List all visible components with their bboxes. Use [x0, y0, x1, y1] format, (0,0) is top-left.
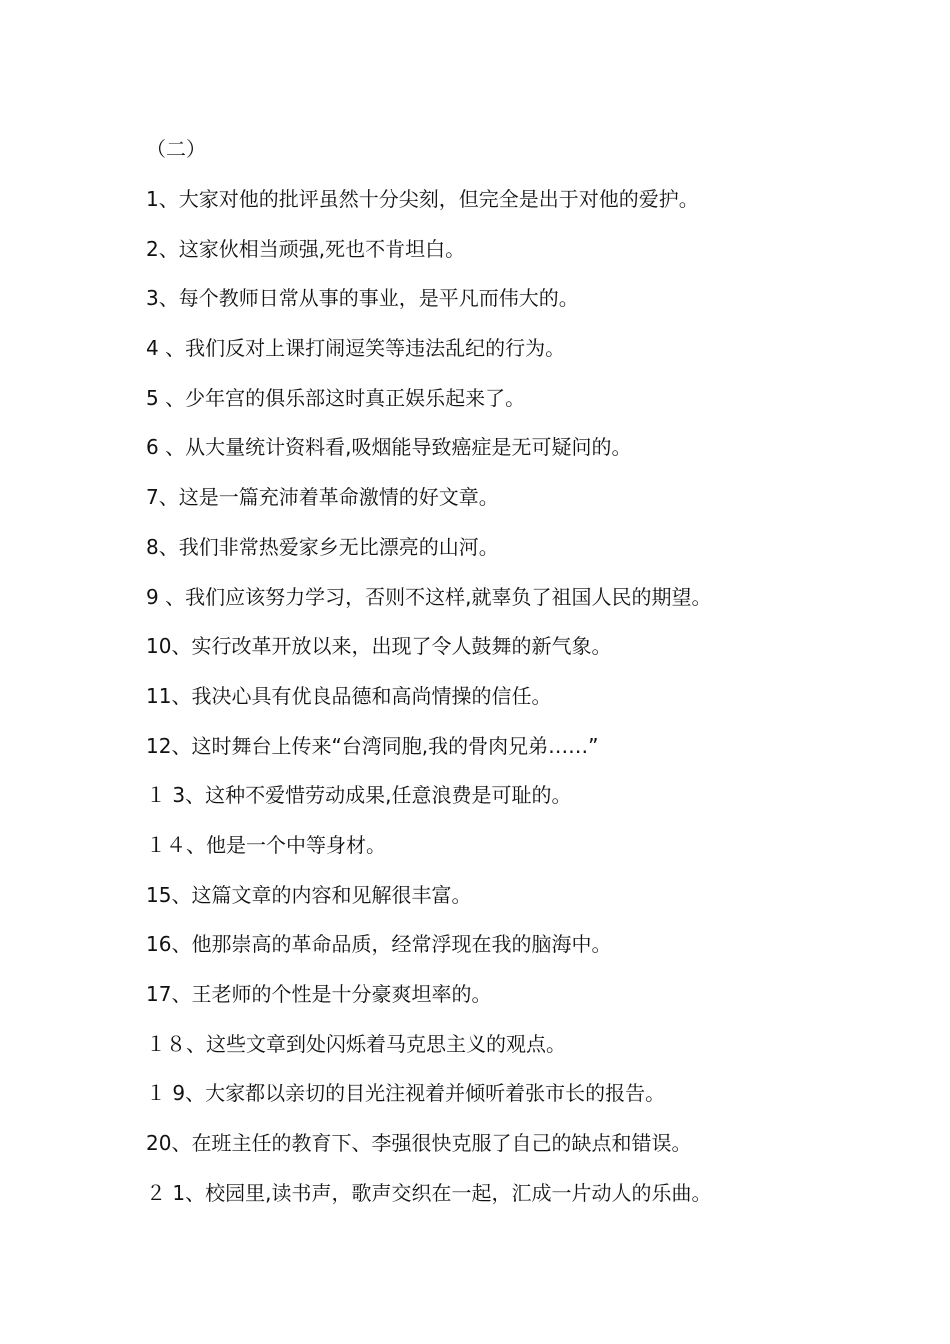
sentence-line-21: ２ 1、校园里,读书声，歌声交织在一起，汇成一片动人的乐曲。 [146, 1180, 712, 1205]
section-title: （二） [146, 137, 206, 161]
sentence-line-6: 6 、从大量统计资料看,吸烟能导致癌症是无可疑问的。 [146, 435, 632, 460]
sentence-line-2: 2、这家伙相当顽强,死也不肯坦白。 [146, 236, 466, 261]
sentence-line-15: 15、这篇文章的内容和见解很丰富。 [146, 882, 472, 907]
document-body [146, 132, 926, 1225]
sentence-line-3: 3、每个教师日常从事的事业，是平凡而伟大的。 [146, 286, 579, 311]
sentence-line-11: 11、我决心具有优良品德和高尚情操的信任。 [146, 683, 552, 708]
sentence-line-7: 7、这是一篇充沛着革命激情的好文章。 [146, 485, 499, 510]
sentence-line-9: 9 、我们应该努力学习，否则不这样,就辜负了祖国人民的期望。 [146, 584, 712, 609]
sentence-line-4: 4 、我们反对上课打闹逗笑等违法乱纪的行为。 [146, 336, 566, 361]
sentence-line-13: １ 3、这种不爱惜劳动成果,任意浪费是可耻的。 [146, 783, 572, 808]
sentence-line-1: 1、大家对他的批评虽然十分尖刻，但完全是出于对他的爱护。 [146, 187, 699, 211]
sentence-line-5: 5 、少年宫的俱乐部这时真正娱乐起来了。 [146, 385, 526, 410]
sentence-line-20: 20、在班主任的教育下、李强很快克服了自己的缺点和错误。 [146, 1131, 692, 1156]
sentence-line-18: １８、这些文章到处闪烁着马克思主义的观点。 [146, 1031, 566, 1056]
sentence-line-10: 10、实行改革开放以来，出现了令人鼓舞的新气象。 [146, 634, 612, 659]
sentence-line-14: １４、他是一个中等身材。 [146, 832, 386, 857]
sentence-line-8: 8、我们非常热爱家乡无比漂亮的山河。 [146, 534, 499, 559]
sentence-line-17: 17、王老师的个性是十分豪爽坦率的。 [146, 982, 492, 1006]
sentence-line-12: 12、这时舞台上传来“台湾同胞,我的骨肉兄弟……” [146, 733, 599, 758]
sentence-line-19: １ 9、大家都以亲切的目光注视着并倾听着张市长的报告。 [146, 1081, 666, 1106]
sentence-line-16: 16、他那崇高的革命品质，经常浮现在我的脑海中。 [146, 932, 612, 957]
